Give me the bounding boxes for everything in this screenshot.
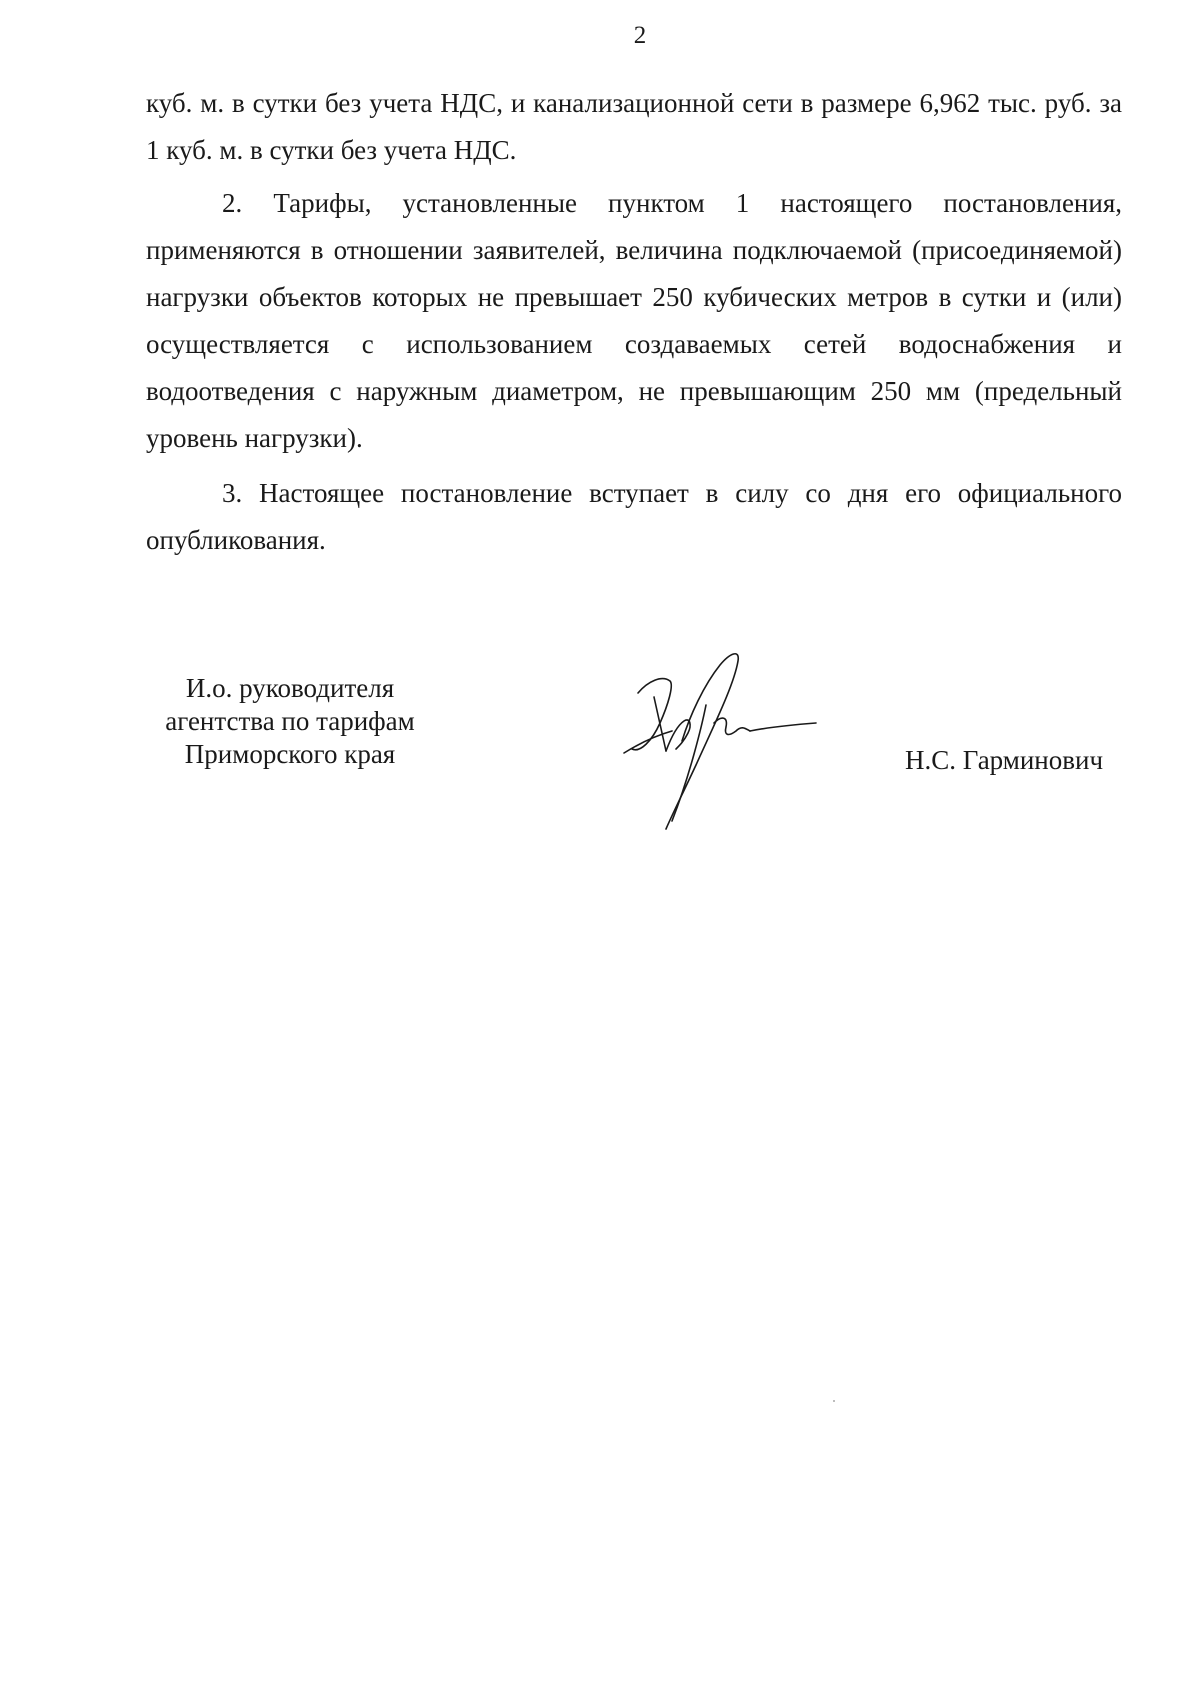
paragraph-3: 3. Настоящее постановление вступает в силу со дня его официального опубликования. [146,478,1122,555]
document-body [146,80,1122,564]
signer-name: Н.С. Гарминович [905,745,1104,775]
signatory-position [140,672,440,771]
paragraph-2: 2. Тарифы, установленные пунктом 1 настоящего постановления, применяются в отношении заявителей, величина подключаемой (присоединяемой) нагрузки объектов которых не превышает 250 кубических метров в сутки и (или) осуществляется с использованием создаваемых сетей водоснабжения и водоотведения с наружным диаметром, не превышающим 250 мм (предельный уровень нагрузки). [146,188,1122,453]
paragraph-continuation: куб. м. в сутки без учета НДС, и канализационной сети в размере 6,962 тыс. руб. за 1 куб. м. в сутки без учета НДС. [146,88,1122,165]
position-line: И.о. руководителя [185,673,395,703]
handwritten-signature [610,645,830,835]
scan-speck [833,1400,835,1402]
position-line: агентства по тарифам [165,706,415,736]
position-line: Приморского края [184,739,396,769]
page-number: 2 [633,22,647,49]
